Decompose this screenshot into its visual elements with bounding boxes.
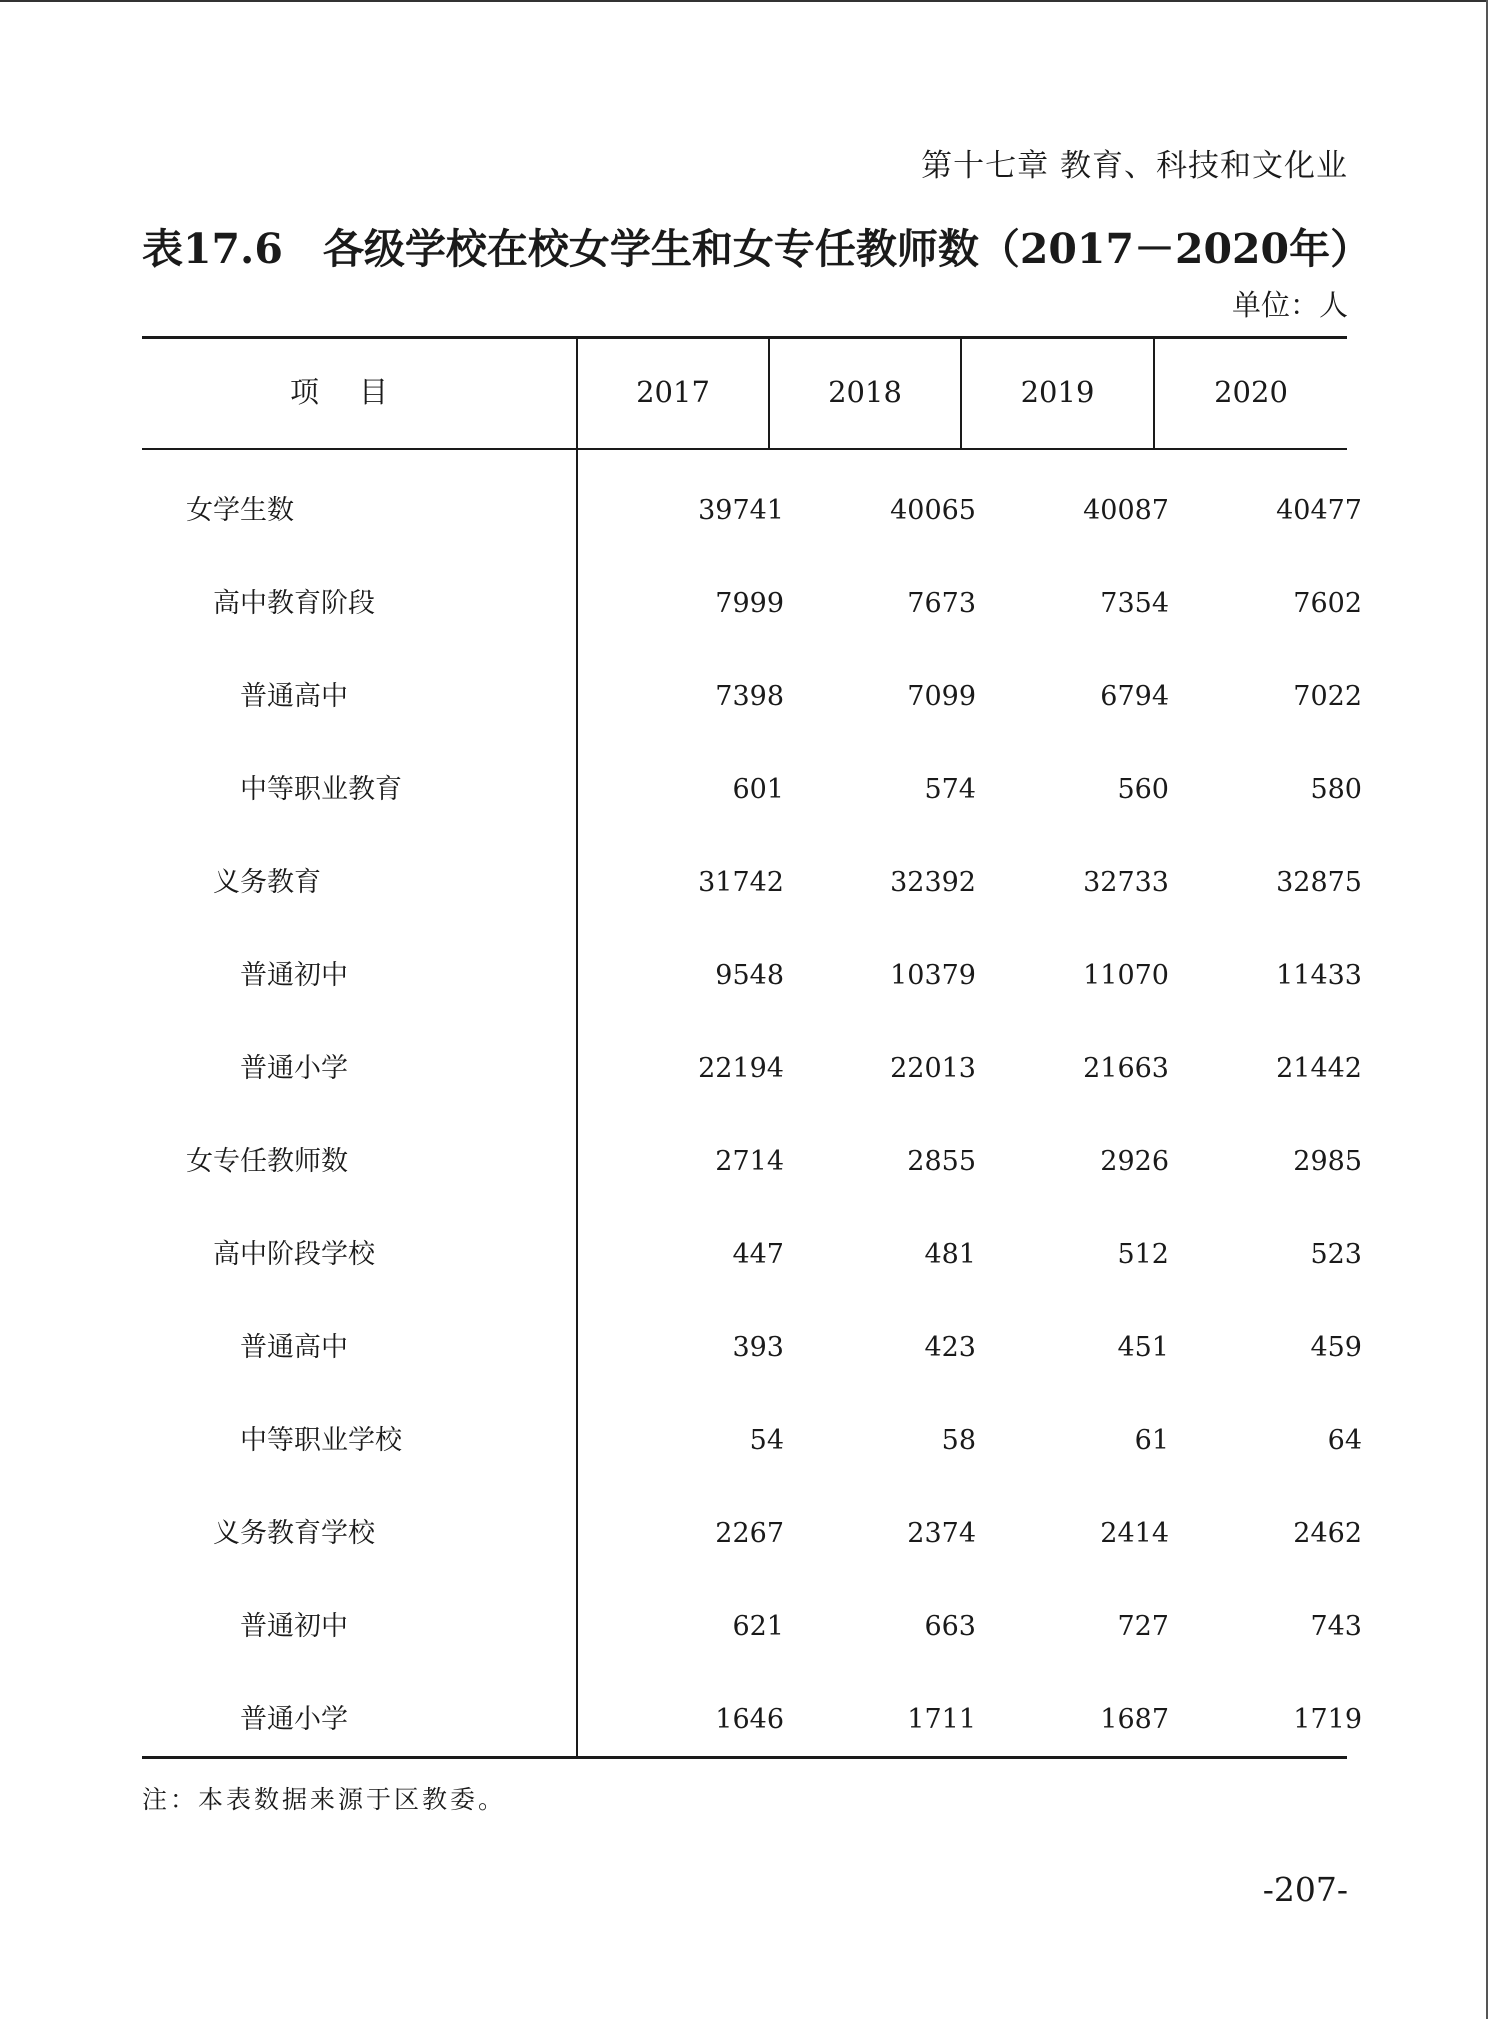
value-cell: 32875 — [1276, 867, 1362, 898]
table-row — [142, 929, 1362, 1022]
header-year: 2019 — [1020, 375, 1095, 409]
value-cell: 7999 — [715, 588, 784, 619]
value-cell: 58 — [941, 1425, 976, 1456]
table-row — [142, 650, 1362, 743]
value-cell: 54 — [749, 1425, 784, 1456]
row-label: 普通小学 — [240, 1053, 348, 1084]
value-cell: 1646 — [715, 1704, 784, 1735]
value-cell: 393 — [732, 1332, 784, 1363]
value-cell: 481 — [924, 1239, 976, 1270]
page-number: -207- — [1262, 1870, 1348, 1909]
value-cell: 1687 — [1100, 1704, 1169, 1735]
row-label: 高中阶段学校 — [213, 1239, 375, 1270]
value-cell: 32392 — [890, 867, 976, 898]
value-cell: 580 — [1310, 774, 1362, 805]
value-cell: 39741 — [698, 495, 784, 526]
value-cell: 523 — [1310, 1239, 1362, 1270]
row-label: 普通初中 — [240, 1611, 348, 1642]
table-row — [142, 1394, 1362, 1487]
table-note: 注：本表数据来源于区教委。 — [142, 1785, 507, 1814]
value-cell: 7602 — [1293, 588, 1362, 619]
table-row — [142, 1022, 1362, 1115]
value-cell: 2714 — [715, 1146, 784, 1177]
row-label: 普通初中 — [240, 960, 348, 991]
table-title-text: 各级学校在校女学生和女专任教师数（2017－2020年） — [322, 225, 1372, 273]
table-row — [142, 1487, 1362, 1580]
value-cell: 22013 — [890, 1053, 976, 1084]
value-cell: 7673 — [907, 588, 976, 619]
value-cell: 7022 — [1293, 681, 1362, 712]
header-item: 项目 — [289, 375, 428, 409]
value-cell: 663 — [924, 1611, 976, 1642]
value-cell: 512 — [1117, 1239, 1169, 1270]
value-cell: 40477 — [1276, 495, 1362, 526]
row-label: 中等职业学校 — [240, 1425, 402, 1456]
chapter-header: 第十七章 教育、科技和文化业 — [921, 148, 1348, 184]
table-header-rule — [142, 448, 1347, 450]
page-top-border — [0, 0, 1487, 2]
row-label: 义务教育 — [213, 867, 321, 898]
value-cell: 7398 — [715, 681, 784, 712]
value-cell: 2267 — [715, 1518, 784, 1549]
value-cell: 601 — [732, 774, 784, 805]
value-cell: 21663 — [1083, 1053, 1169, 1084]
row-label: 普通高中 — [240, 681, 348, 712]
value-cell: 10379 — [890, 960, 976, 991]
unit-label: 单位：人 — [1231, 288, 1348, 322]
table-row — [142, 1208, 1362, 1301]
value-cell: 2985 — [1293, 1146, 1362, 1177]
row-label: 女学生数 — [186, 495, 294, 526]
value-cell: 11070 — [1083, 960, 1169, 991]
value-cell: 2374 — [907, 1518, 976, 1549]
header-year: 2017 — [636, 375, 710, 409]
value-cell: 2855 — [907, 1146, 976, 1177]
value-cell: 2414 — [1100, 1518, 1169, 1549]
value-cell: 61 — [1134, 1425, 1169, 1456]
value-cell: 7099 — [907, 681, 976, 712]
table-row — [142, 1301, 1362, 1394]
value-cell: 2462 — [1293, 1518, 1362, 1549]
value-cell: 11433 — [1276, 960, 1362, 991]
value-cell: 423 — [924, 1332, 976, 1363]
value-cell: 64 — [1327, 1425, 1362, 1456]
table-row — [142, 1580, 1362, 1673]
value-cell: 6794 — [1100, 681, 1169, 712]
value-cell: 459 — [1310, 1332, 1362, 1363]
value-cell: 7354 — [1100, 588, 1169, 619]
value-cell: 9548 — [715, 960, 784, 991]
value-cell: 727 — [1117, 1611, 1169, 1642]
table-title — [142, 216, 1371, 275]
value-cell: 31742 — [698, 867, 784, 898]
value-cell: 621 — [732, 1611, 784, 1642]
value-cell: 574 — [924, 774, 976, 805]
header-year: 2018 — [828, 375, 902, 409]
value-cell: 1719 — [1293, 1704, 1362, 1735]
row-label: 普通小学 — [240, 1704, 348, 1735]
row-label: 女专任教师数 — [186, 1146, 348, 1177]
value-cell: 451 — [1117, 1332, 1169, 1363]
table-row — [142, 464, 1362, 557]
table-row — [142, 557, 1362, 650]
value-cell: 40087 — [1083, 495, 1169, 526]
table-row — [142, 1115, 1362, 1208]
row-label: 普通高中 — [240, 1332, 348, 1363]
value-cell: 743 — [1310, 1611, 1362, 1642]
value-cell: 40065 — [890, 495, 976, 526]
row-label: 中等职业教育 — [240, 774, 402, 805]
value-cell: 560 — [1117, 774, 1169, 805]
value-cell: 32733 — [1083, 867, 1169, 898]
value-cell: 447 — [732, 1239, 784, 1270]
table-number: 表17.6 — [142, 225, 283, 273]
value-cell: 21442 — [1276, 1053, 1362, 1084]
row-label: 高中教育阶段 — [213, 588, 375, 619]
value-cell: 2926 — [1100, 1146, 1169, 1177]
table-row — [142, 836, 1362, 929]
value-cell: 22194 — [698, 1053, 784, 1084]
table-row — [142, 743, 1362, 836]
table-row — [142, 1673, 1362, 1766]
row-label: 义务教育学校 — [213, 1518, 375, 1549]
header-year: 2020 — [1214, 375, 1288, 409]
value-cell: 1711 — [907, 1704, 976, 1735]
